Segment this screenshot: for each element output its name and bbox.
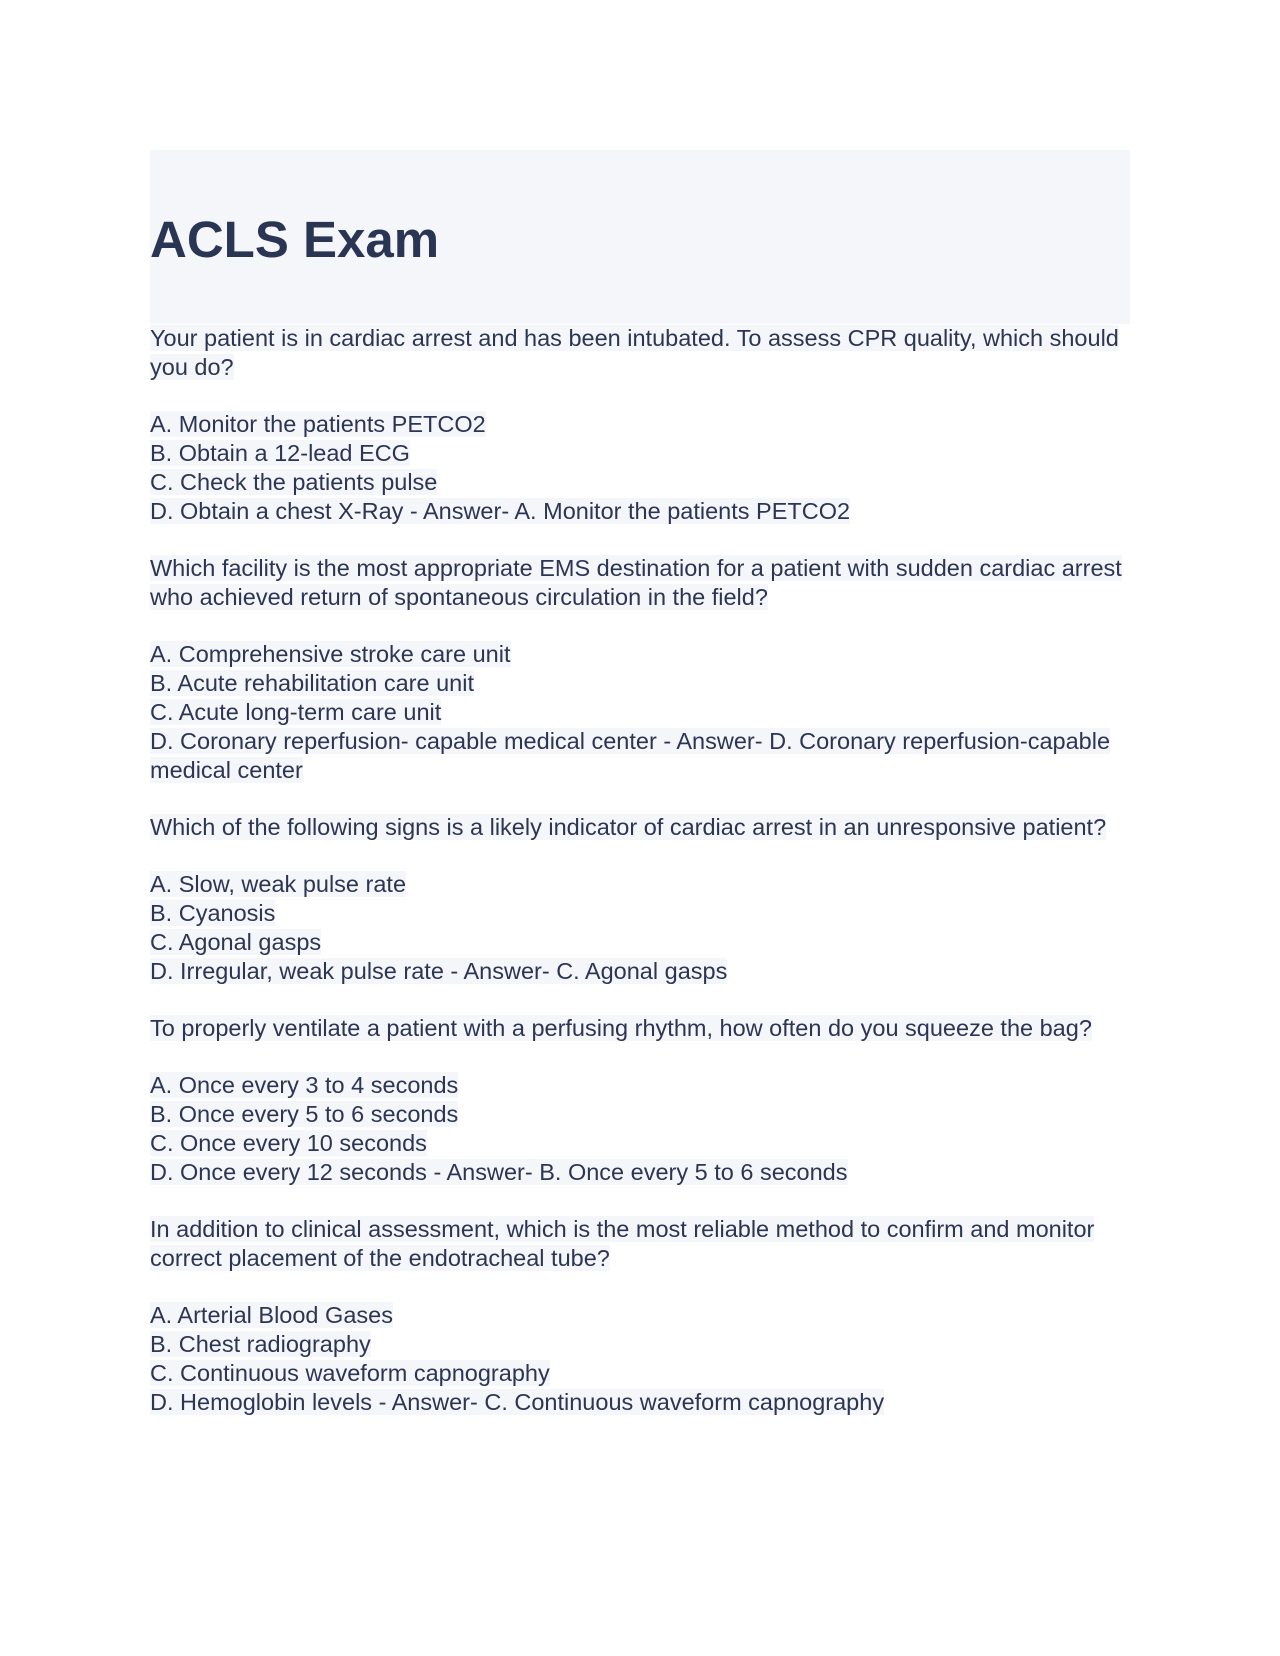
- option-c: C. Agonal gasps: [150, 929, 322, 955]
- option-c: C. Once every 10 seconds: [150, 1130, 427, 1156]
- option-a: A. Comprehensive stroke care unit: [150, 641, 511, 667]
- question-block: [150, 1215, 1130, 1417]
- page-title: ACLS Exam: [150, 211, 440, 268]
- question-text: Which of the following signs is a likely indicator of cardiac arrest in an unresponsive patient?: [150, 814, 1107, 840]
- question-block: [150, 554, 1130, 785]
- title-banner: [150, 150, 1130, 324]
- question-text: Your patient is in cardiac arrest and has been intubated. To assess CPR quality, which should you do?: [150, 325, 1119, 380]
- option-b: B. Obtain a 12-lead ECG: [150, 440, 410, 466]
- option-a: A. Slow, weak pulse rate: [150, 871, 407, 897]
- option-d-answer: D. Hemoglobin levels - Answer- C. Continuous waveform capnography: [150, 1389, 885, 1415]
- option-a: A. Monitor the patients PETCO2: [150, 411, 486, 437]
- option-b: B. Once every 5 to 6 seconds: [150, 1101, 459, 1127]
- options-list: [150, 1071, 1130, 1187]
- question-text: Which facility is the most appropriate EMS destination for a patient with sudden cardiac arrest who achieved return of spontaneous circulation in the field?: [150, 555, 1122, 610]
- option-b: B. Cyanosis: [150, 900, 276, 926]
- document-page: [150, 150, 1130, 1445]
- option-d-answer: D. Obtain a chest X-Ray - Answer- A. Monitor the patients PETCO2: [150, 498, 851, 524]
- question-block: [150, 813, 1130, 986]
- option-a: A. Arterial Blood Gases: [150, 1302, 393, 1328]
- question-text: In addition to clinical assessment, which is the most reliable method to confirm and monitor correct placement of the endotracheal tube?: [150, 1216, 1095, 1271]
- options-list: [150, 410, 1130, 526]
- option-d-answer: D. Once every 12 seconds - Answer- B. Once every 5 to 6 seconds: [150, 1159, 848, 1185]
- options-list: [150, 870, 1130, 986]
- question-block: [150, 1014, 1130, 1187]
- options-list: [150, 640, 1130, 785]
- option-d-answer: D. Coronary reperfusion- capable medical center - Answer- D. Coronary reperfusion-capable medical center: [150, 728, 1111, 783]
- question-block: [150, 324, 1130, 526]
- question-list: [150, 324, 1130, 1417]
- options-list: [150, 1301, 1130, 1417]
- option-a: A. Once every 3 to 4 seconds: [150, 1072, 459, 1098]
- option-b: B. Acute rehabilitation care unit: [150, 670, 474, 696]
- option-c: C. Acute long-term care unit: [150, 699, 442, 725]
- question-text: To properly ventilate a patient with a perfusing rhythm, how often do you squeeze the bag?: [150, 1015, 1092, 1041]
- option-d-answer: D. Irregular, weak pulse rate - Answer- C. Agonal gasps: [150, 958, 728, 984]
- option-c: C. Check the patients pulse: [150, 469, 438, 495]
- option-c: C. Continuous waveform capnography: [150, 1360, 550, 1386]
- option-b: B. Chest radiography: [150, 1331, 371, 1357]
